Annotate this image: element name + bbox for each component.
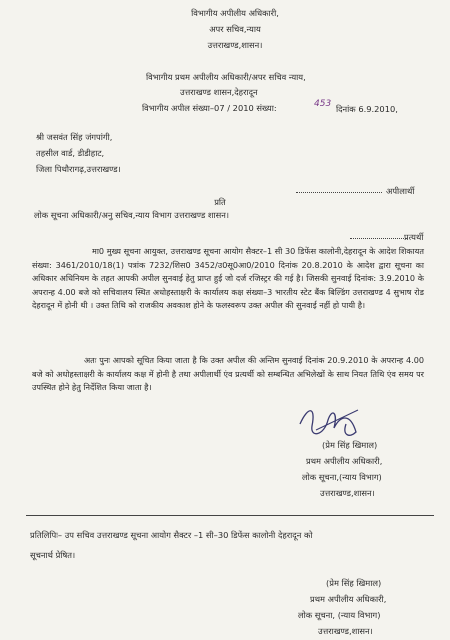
header-line2: अपर सचिव,न्याय — [209, 24, 261, 34]
office-line2: उत्तराखण्ड शासन,देहरादून — [180, 87, 258, 97]
addressee-line1: श्री जसवंत सिंह जंगपांगी, — [36, 132, 113, 142]
sig2-name: (प्रेम सिंह खिमाल) — [326, 578, 382, 588]
respondent-line: लोक सूचना अधिकारी/अनु सचिव,न्याय विभाग उत्तराखण्ड शासन। — [34, 210, 230, 220]
addressee-line3: जिला पिथौरागढ़,उत्तराखण्ड। — [36, 164, 121, 174]
body-paragraph-1: मा0 मुख्य सूचना आयुक्त, उत्तराखण्ड सूचना आयोग सैक्टर–1 सी 30 डिफेंस कालोनी,देहरादून के आदेश शिकायत संख्या: 3461/2010/18(1) पत्रांक 7232/शिस0 3452/उ0सू0आ0/2010 दिनांक 20.8.2010 के आदेश द्वारा सूचना का अधिकार अधिनियम के तहत आपकी अपील सुनवाई हेतु प्राप्त हुई जो दर्ज रजिस्ट्रर की गई है। जिसकी सुनवाई दिनांक: 3.9.2010 के अपरान्ह 4.00 बजे को सचिवालय स्थित अधोहस्ताक्षरी के कार्यालय कक्ष संख्या–3 भारतीय स्टेट बैंक बिल्डिंग उत्तराखण्ड 4 सुभाष रोड देहरादून में होनी थी । उक्त तिथि को राजकीय अवकाश होने के फलस्वरूप उक्त अपील की सुनवाई नहीं हो पायी है। — [32, 246, 424, 311]
copy-to-line: प्रतिलिपिः– उप सचिव उत्तराखण्ड सूचना आयोग सैक्टर –1 सी–30 डिफेंस कालोनी देहरादून को — [30, 530, 313, 540]
header-line3: उत्तराखण्ड,शासन। — [207, 40, 263, 50]
appellant-dots — [296, 192, 382, 193]
sig2-place: उत्तराखण्ड,शासन। — [318, 626, 373, 636]
addressee-line2: तहसील वार्ड, डीडीहाट, — [36, 148, 105, 158]
office-line1: विभागीय प्रथम अपीलीय अधिकारी/अपर सचिव न्याय, — [146, 72, 306, 82]
prati-heading: प्रति — [214, 197, 226, 207]
section-divider — [26, 515, 434, 516]
letter-date: दिनांक 6.9.2010, — [336, 104, 398, 114]
respondent-dots — [350, 238, 406, 239]
appellant-label: अपीलार्थी — [386, 186, 415, 196]
header-line1: विभागीय अपीलीय अधिकारी, — [191, 8, 279, 18]
sig1-designation: प्रथम अपीलीय अधिकारी, — [306, 456, 383, 466]
sig1-name: (प्रेम सिंह खिमाल) — [322, 440, 378, 450]
sig1-place: उत्तराखण्ड,शासन। — [320, 488, 375, 498]
signature-mark-1 — [294, 402, 364, 444]
handwritten-number: 453 — [314, 99, 332, 109]
body-paragraph-2: अतः पुनः आपको सूचित किया जाता है कि उक्त अपील की अन्तिम सुनवाई दिनांक 20.9.2010 के अपरान्ह 4.00 बजे को अधोहस्ताक्षरी के कार्यालय कक्ष में होनी है तथा अपीलार्थी एंव प्रत्यर्थी को सम्बन्धित अभिलेखों के साथ नियत तिथि एंव समय पर उपस्थित होने हेतु निर्देशित किया जाता है। — [32, 355, 424, 393]
appeal-reference: विभागीय अपील संख्या–07 / 2010 संख्या: — [142, 103, 277, 113]
respondent-label: प्रत्यर्थी — [404, 232, 424, 242]
sig2-dept: लोक सूचना, (न्याय विभाग) — [298, 610, 381, 620]
copy-to-continuation: सूचनार्थ प्रेषित। — [30, 550, 76, 560]
sig2-designation: प्रथम अपीलीय अधिकारी, — [310, 594, 387, 604]
sig1-dept: लोक सूचना,(न्याय विभाग) — [302, 472, 382, 482]
